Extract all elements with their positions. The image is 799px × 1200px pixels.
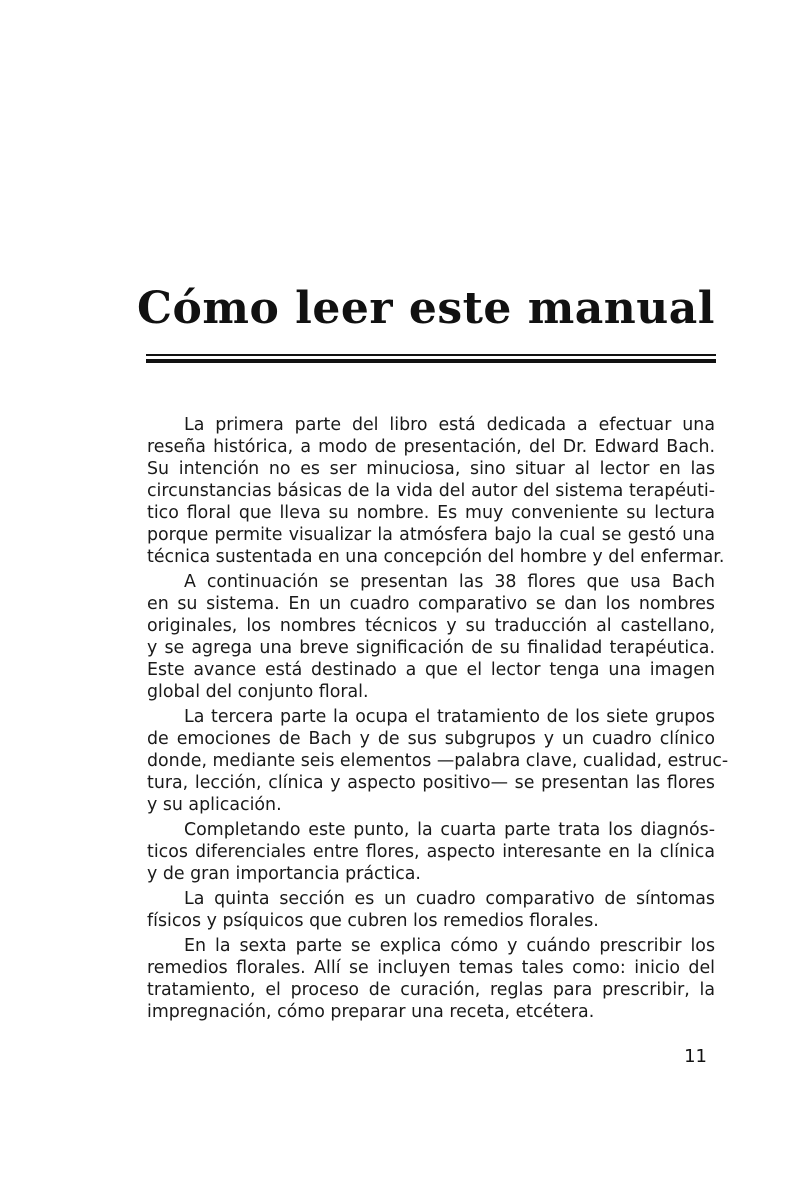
paragraph-6 <box>147 935 715 1023</box>
text-line: impregnación, cómo preparar una receta, etcétera. <box>147 1002 595 1022</box>
text-line: en su sistema. En un cuadro comparativo se dan los nombres <box>147 594 715 614</box>
text-line: originales, los nombres técnicos y su traducción al castellano, <box>147 616 715 636</box>
text-line: La tercera parte la ocupa el tratamiento de los siete grupos <box>184 707 715 727</box>
text-line: Este avance está destinado a que el lector tenga una imagen <box>147 660 715 680</box>
text-line: donde, mediante seis elementos —palabra clave, cualidad, estruc- <box>147 751 729 771</box>
text-line: A continuación se presentan las 38 flores que usa Bach <box>184 572 715 592</box>
text-line: circunstancias básicas de la vida del autor del sistema terapéuti- <box>147 481 715 501</box>
text-line: global del conjunto floral. <box>147 682 369 702</box>
body-text <box>147 414 729 1026</box>
title-rule-thick <box>146 359 716 363</box>
text-line: Su intención no es ser minuciosa, sino situar al lector en las <box>147 459 715 479</box>
text-line: tura, lección, clínica y aspecto positivo— se presentan las flores <box>147 773 715 793</box>
text-line: tratamiento, el proceso de curación, reglas para prescribir, la <box>147 980 715 1000</box>
text-line: La primera parte del libro está dedicada a efectuar una <box>184 415 715 435</box>
text-line: porque permite visualizar la atmósfera bajo la cual se gestó una <box>147 525 715 545</box>
text-line: reseña histórica, a modo de presentación, del Dr. Edward Bach. <box>147 437 715 457</box>
text-line: La quinta sección es un cuadro comparativo de síntomas <box>184 889 715 909</box>
text-line: y su aplicación. <box>147 795 282 815</box>
text-line: Completando este punto, la cuarta parte trata los diagnós- <box>184 820 715 840</box>
paragraph-4 <box>147 819 715 885</box>
paragraph-3 <box>147 706 729 816</box>
text-line: físicos y psíquicos que cubren los remedios florales. <box>147 911 599 931</box>
paragraph-5 <box>147 888 715 932</box>
text-line: ticos diferenciales entre flores, aspecto interesante en la clínica <box>147 842 715 862</box>
paragraph-2 <box>147 571 715 703</box>
text-line: y de gran importancia práctica. <box>147 864 421 884</box>
title-rule-thin <box>146 354 716 356</box>
text-line: tico floral que lleva su nombre. Es muy conveniente su lectura <box>147 503 715 523</box>
text-line: de emociones de Bach y de sus subgrupos y un cuadro clínico <box>147 729 715 749</box>
paragraph-1 <box>147 414 725 568</box>
text-line: remedios florales. Allí se incluyen temas tales como: inicio del <box>147 958 715 978</box>
page-number: 11 <box>684 1046 707 1067</box>
text-line: En la sexta parte se explica cómo y cuándo prescribir los <box>184 936 715 956</box>
page-title: Cómo leer este manual <box>137 283 715 334</box>
text-line: técnica sustentada en una concepción del hombre y del enfermar. <box>147 547 725 567</box>
text-line: y se agrega una breve significación de su finalidad terapéutica. <box>147 638 715 658</box>
